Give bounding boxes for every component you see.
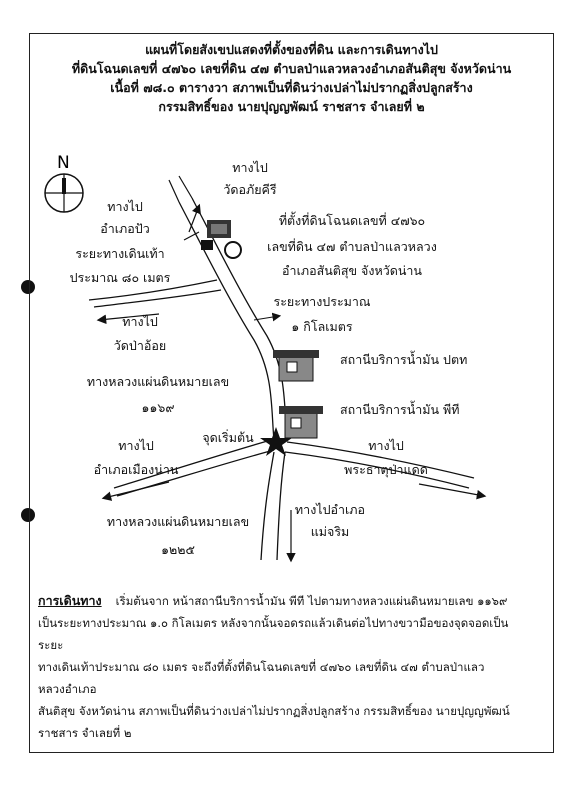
pt-station-icon <box>279 406 323 438</box>
travel-directions <box>38 590 510 744</box>
header-owner-info: กรรมสิทธิ์ของ นายปุญญพัฒน์ ราชสาร จำเลยที่ ๒ <box>158 99 425 114</box>
header-area-info: เนื้อที่ ๗๘.๐ ตารางวา สภาพเป็นที่ดินว่างเปล่าไม่ปรากฏสิ่งปลูกสร้าง <box>110 80 473 95</box>
arrow-road-distance <box>254 316 279 320</box>
label-highway-1225-1: ทางหลวงแผ่นดินหมายเลข <box>106 514 250 529</box>
label-walk-distance-2: ประมาณ ๘๐ เมตร <box>69 270 171 285</box>
north-label: N <box>57 153 70 173</box>
label-to-mae-charim-1: ทางไปอำเภอ <box>294 502 366 517</box>
highway-1225-road <box>261 452 285 560</box>
label-land-location-3: อำเภอสันติสุข จังหวัดน่าน <box>282 263 422 278</box>
label-walk-distance-1: ระยะทางเดินเท้า <box>75 246 165 261</box>
directions-line-1: การเดินทาง เริ่มต้นจาก หน้าสถานีบริการน้ำมัน พีที ไปตามทางหลวงแผ่นดินหมายเลข ๑๑๖๙ <box>38 593 508 608</box>
label-ptt-station: สถานีบริการน้ำมัน ปตท <box>340 352 468 367</box>
directions-line-2: เป็นระยะทางประมาณ ๑.๐ กิโลเมตร หลังจากนั้นจอดรถแล้วเดินต่อไปทางขวามือของจุดจอดเป็นระยะ <box>38 616 509 652</box>
label-to-wat-aphaikiri-1: ทางไป <box>232 160 268 175</box>
label-to-wat-pa-oi-2: วัดป่าอ้อย <box>113 338 167 353</box>
label-highway-1225-2: ๑๒๒๕ <box>161 542 195 557</box>
label-highway-1169-2: ๑๑๖๙ <box>141 400 175 415</box>
label-land-location-2: เลขที่ดิน ๔๗ ตำบลป่าแลวหลวง <box>267 239 437 254</box>
label-to-mueang-nan-1: ทางไป <box>118 438 154 453</box>
label-road-distance-1: ระยะทางประมาณ <box>273 294 371 309</box>
ptt-station-icon <box>273 350 319 381</box>
header-deed-info: ที่ดินโฉนดเลขที่ ๔๗๖๐ เลขที่ดิน ๔๗ ตำบลป่าแลวหลวงอำเภอสันติสุข จังหวัดน่าน <box>71 61 512 76</box>
compass-icon <box>45 174 83 212</box>
arrow-to-mueang-nan <box>104 482 169 498</box>
map-header <box>30 40 553 116</box>
label-to-wat-aphaikiri-2: วัดอภัยคีรี <box>223 182 277 197</box>
label-start-point: จุดเริ่มต้น <box>202 430 254 445</box>
label-road-distance-2: ๑ กิโลเมตร <box>291 319 353 334</box>
road-to-wat-aphaikiri <box>169 176 192 202</box>
arrow-to-wat-aphaikiri <box>189 206 199 232</box>
label-to-wat-pa-oi-1: ทางไป <box>122 314 158 329</box>
label-to-amphoe-pua-1: ทางไป <box>107 199 143 214</box>
header-title: แผนที่โดยสังเขปแสดงที่ตั้งของที่ดิน และการเดินทางไป <box>145 42 438 57</box>
directions-line-4: สันติสุข จังหวัดน่าน สภาพเป็นที่ดินว่างเปล่าไม่ปรากฏสิ่งปลูกสร้าง กรรมสิทธิ์ของ นายปุญญพัฒน์ <box>38 704 510 718</box>
label-to-phrathat-1: ทางไป <box>368 438 404 453</box>
label-to-mueang-nan-2: อำเภอเมืองน่าน <box>93 462 179 477</box>
label-land-location-1: ที่ตั้งที่ดินโฉนดเลขที่ ๔๗๖๐ <box>278 213 426 228</box>
label-to-phrathat-2: พระธาตุป่าแดด <box>344 462 428 477</box>
label-highway-1169-1: ทางหลวงแผ่นดินหมายเลข <box>86 374 230 389</box>
directions-line-3: ทางเดินเท้าประมาณ ๘๐ เมตร จะถึงที่ตั้งที่ดินโฉนดเลขที่ ๔๗๖๐ เลขที่ดิน ๔๗ ตำบลป่าแลวหลวงอำเภอ <box>38 660 485 696</box>
arrow-to-phrathat <box>419 484 484 496</box>
land-parcel-icon <box>201 220 241 258</box>
directions-title: การเดินทาง <box>38 593 102 608</box>
directions-line-5: ราชสาร จำเลยที่ ๒ <box>38 726 132 740</box>
label-pt-station: สถานีบริการน้ำมัน พีที <box>340 402 460 417</box>
label-to-mae-charim-2: แม่จริม <box>310 524 350 539</box>
label-to-amphoe-pua-2: อำเภอปัว <box>100 221 150 236</box>
